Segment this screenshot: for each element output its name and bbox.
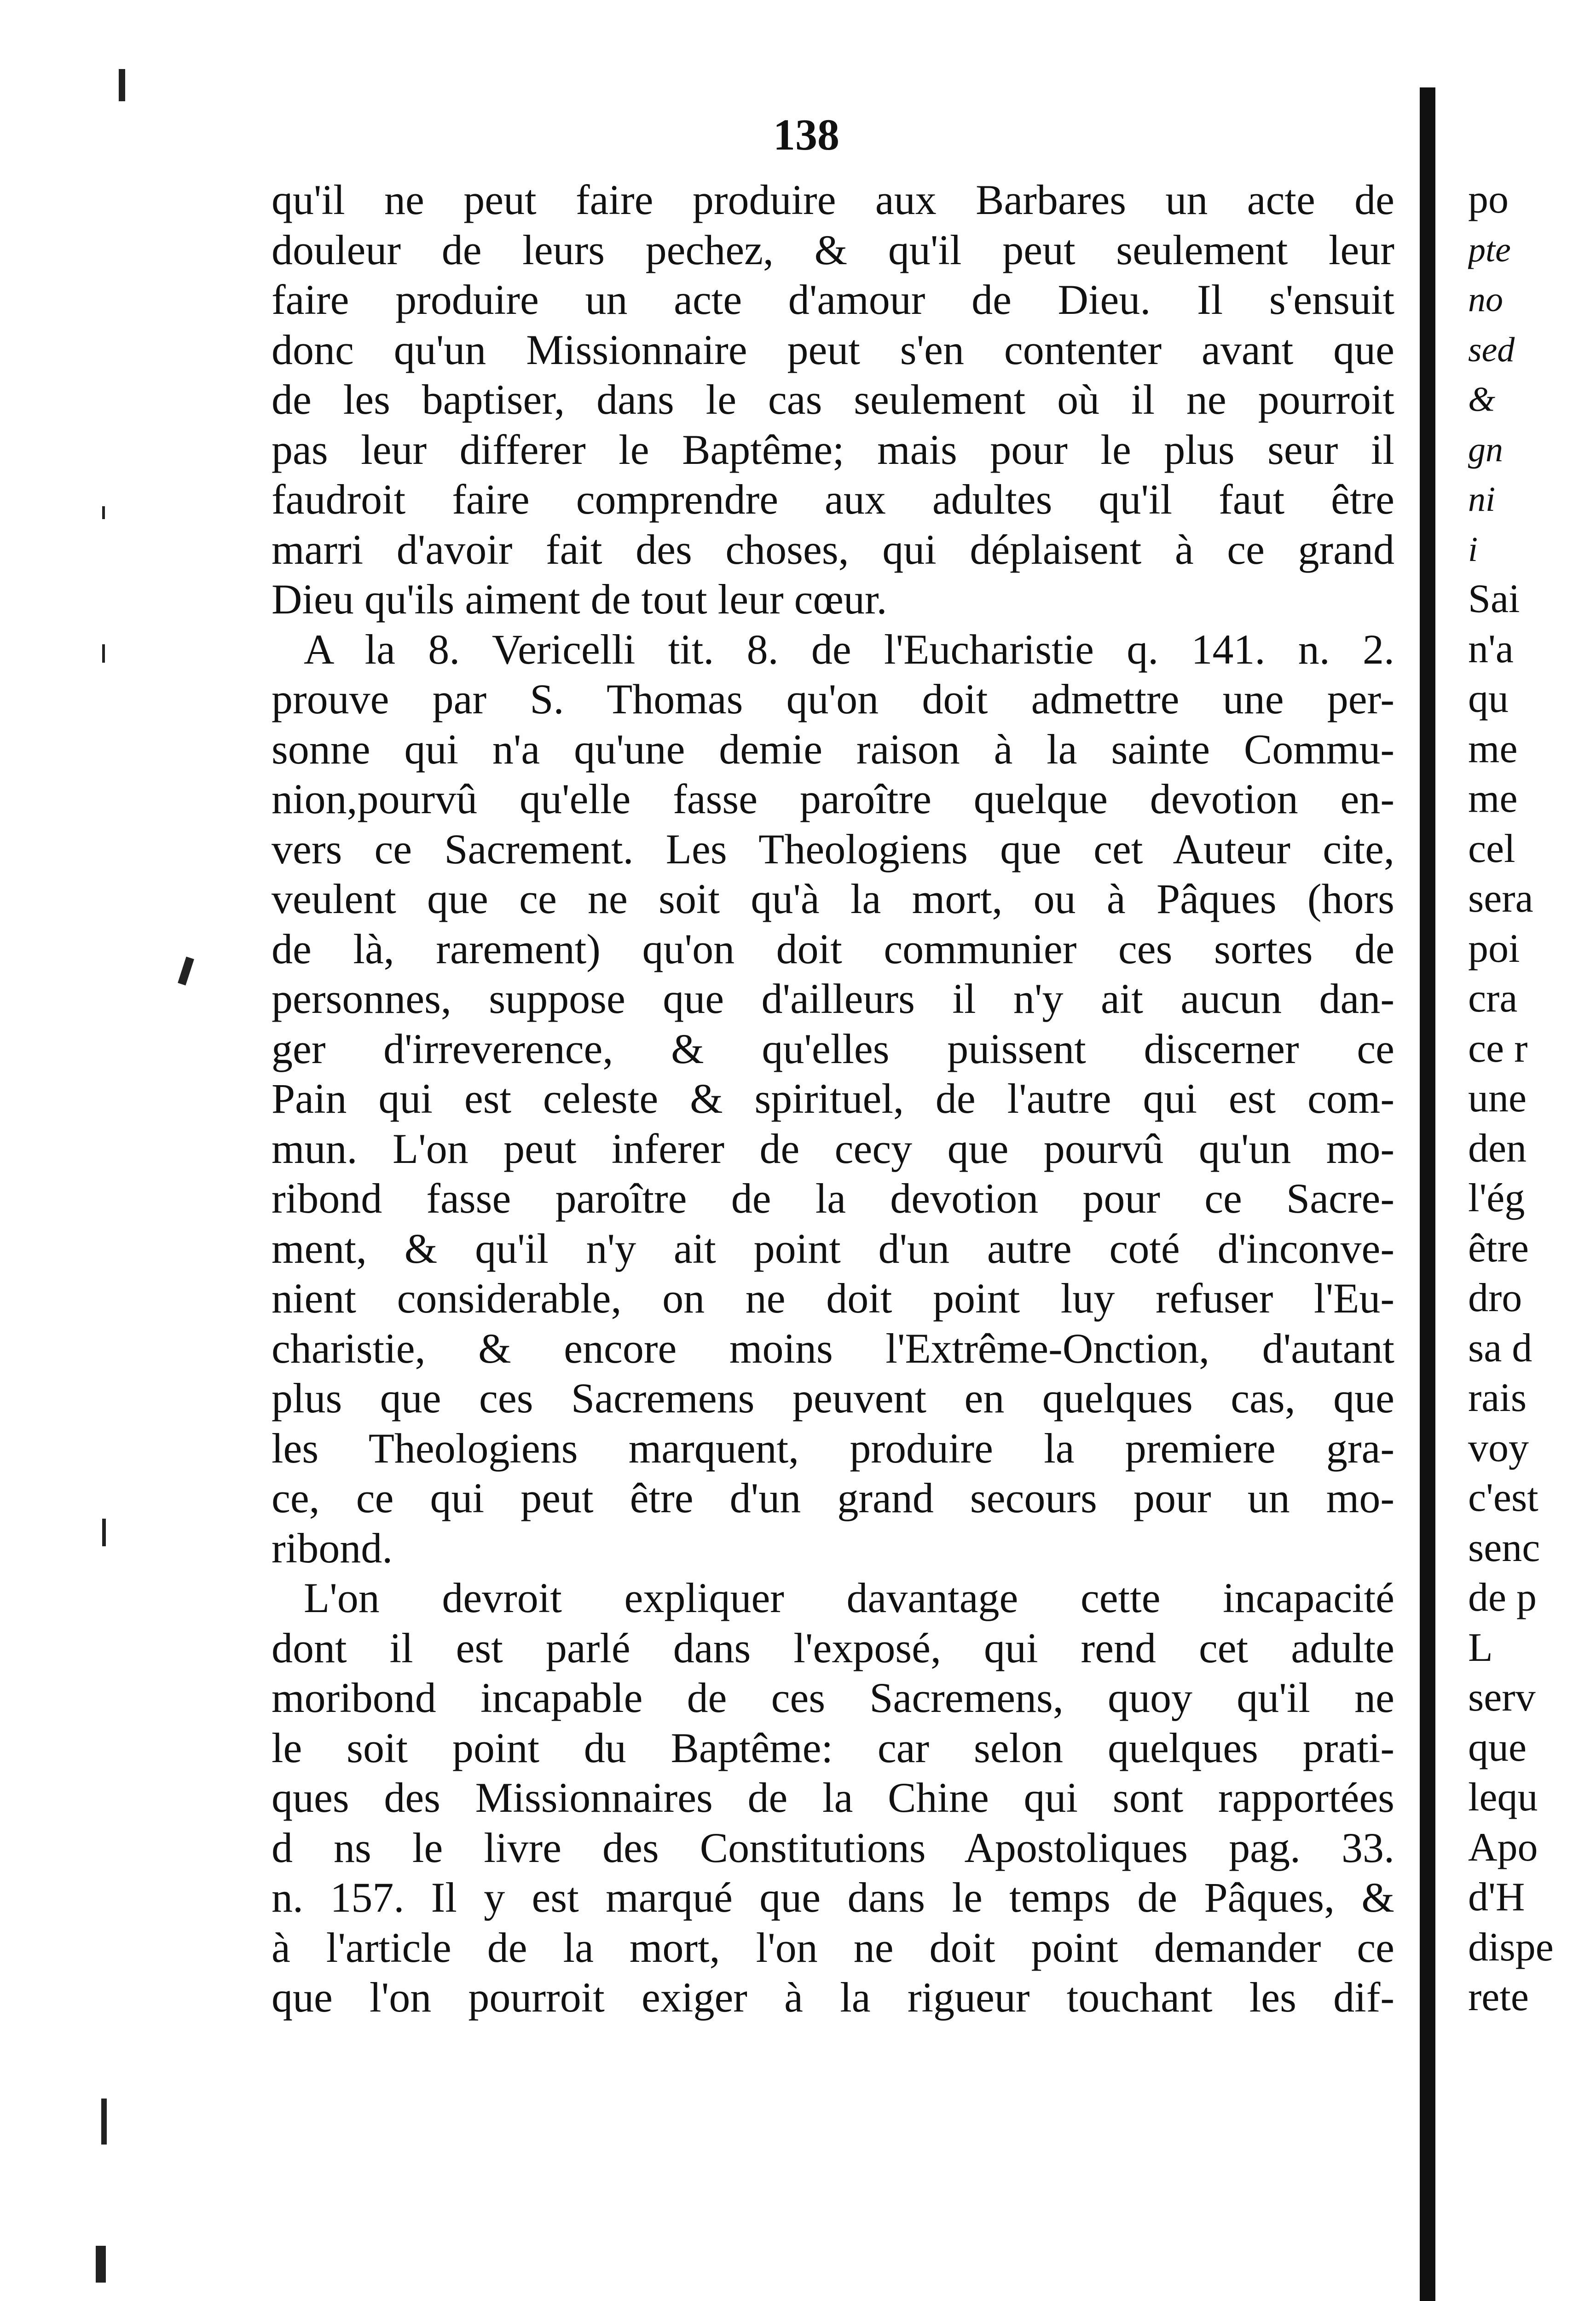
text-line: douleur de leurs pechez, & qu'il peut seulement leur — [272, 226, 1394, 273]
text-line: qu'il ne peut faire produire aux Barbares un acte de — [272, 176, 1394, 223]
text-line: de les baptiser, dans le cas seulement où il ne pourroit — [272, 376, 1394, 423]
facing-line: sed — [1468, 330, 1515, 369]
facing-line: poi — [1468, 926, 1520, 971]
facing-line: être — [1468, 1226, 1529, 1271]
facing-line: cel — [1468, 826, 1515, 871]
text-line: ques des Missionnaires de la Chine qui sont rapportées — [272, 1774, 1394, 1821]
text-line: L'on devroit expliquer davantage cette incapacité — [304, 1574, 1394, 1621]
text-line: faudroit faire comprendre aux adultes qu'il faut être — [272, 476, 1394, 523]
text-line: personnes, suppose que d'ailleurs il n'y ait aucun dan- — [272, 975, 1394, 1022]
facing-line: ni — [1468, 480, 1496, 519]
facing-line: me — [1468, 776, 1518, 821]
scan-mark — [96, 2246, 106, 2283]
facing-line: d'H — [1468, 1875, 1525, 1919]
page-number: 138 — [773, 110, 839, 159]
book-gutter-shadow — [1420, 87, 1435, 2301]
facing-line: c'est — [1468, 1475, 1538, 1520]
text-line: ger d'irreverence, & qu'elles puissent discerner ce — [272, 1025, 1394, 1072]
facing-line: dispe — [1468, 1925, 1554, 1970]
facing-line: de p — [1468, 1575, 1537, 1620]
text-line: Dieu qu'ils aiment de tout leur cœur. — [272, 576, 887, 623]
text-line: à l'article de la mort, l'on ne doit point demander ce — [272, 1924, 1394, 1971]
facing-line: rais — [1468, 1376, 1527, 1420]
facing-line: serv — [1468, 1675, 1536, 1720]
text-line: ment, & qu'il n'y ait point d'un autre coté d'inconve- — [272, 1225, 1394, 1272]
facing-line: Sai — [1468, 577, 1520, 621]
text-line: sonne qui n'a qu'une demie raison à la sainte Commu- — [272, 725, 1394, 773]
text-line: veulent que ce ne soit qu'à la mort, ou à Pâques (hors — [272, 875, 1394, 922]
facing-line: no — [1468, 280, 1503, 319]
facing-page-fragment — [1468, 175, 1588, 2023]
scan-mark — [119, 69, 125, 101]
scan-mark — [102, 1519, 106, 1546]
facing-line: L — [1468, 1625, 1493, 1670]
facing-line: pte — [1468, 230, 1511, 269]
text-line: de là, rarement) qu'on doit communier ces sortes de — [272, 925, 1394, 972]
text-line: ribond. — [272, 1524, 393, 1572]
text-line: pas leur differer le Baptême; mais pour le plus seur il — [272, 426, 1394, 473]
text-line: prouve par S. Thomas qu'on doit admettre une per- — [272, 676, 1394, 723]
text-line: plus que ces Sacremens peuvent en quelques cas, que — [272, 1375, 1394, 1422]
facing-line: qu — [1468, 676, 1509, 721]
facing-line: rete — [1468, 1975, 1529, 2019]
facing-line: lequ — [1468, 1775, 1538, 1820]
scan-mark — [178, 957, 194, 986]
text-line: ce, ce qui peut être d'un grand secours pour un mo- — [272, 1474, 1394, 1521]
scan-mark — [102, 644, 105, 663]
text-line: d ns le livre des Constitutions Apostoliques pag. 33. — [272, 1824, 1394, 1871]
text-line: dont il est parlé dans l'exposé, qui rend cet adulte — [272, 1624, 1394, 1671]
text-line: nion,pourvû qu'elle fasse paroître quelque devotion en- — [272, 775, 1394, 822]
facing-line: sera — [1468, 876, 1533, 921]
facing-line: que — [1468, 1725, 1527, 1770]
scan-mark — [101, 2099, 107, 2145]
facing-line: cra — [1468, 976, 1518, 1021]
text-line: donc qu'un Missionnaire peut s'en contenter avant que — [272, 326, 1394, 373]
facing-line: Apo — [1468, 1825, 1538, 1870]
facing-line: n'a — [1468, 626, 1514, 671]
text-line: faire produire un acte d'amour de Dieu. Il s'ensuit — [272, 276, 1394, 323]
text-line: marri d'avoir fait des choses, qui déplaisent à ce grand — [272, 526, 1394, 573]
text-line: Pain qui est celeste & spirituel, de l'autre qui est com- — [272, 1075, 1394, 1122]
text-line: que l'on pourroit exiger à la rigueur touchant les dif- — [272, 1974, 1394, 2021]
text-line: n. 157. Il y est marqué que dans le temps de Pâques, & — [272, 1874, 1394, 1921]
main-text-block — [272, 175, 1394, 2023]
text-line: ribond fasse paroître de la devotion pour ce Sacre- — [272, 1175, 1394, 1222]
facing-line: sa d — [1468, 1325, 1532, 1370]
facing-line: den — [1468, 1126, 1527, 1171]
scan-mark — [102, 506, 105, 519]
facing-line: dro — [1468, 1276, 1522, 1320]
facing-line: une — [1468, 1076, 1527, 1121]
facing-line: ce r — [1468, 1026, 1528, 1071]
text-line: vers ce Sacrement. Les Theologiens que cet Auteur cite, — [272, 825, 1394, 873]
facing-line: voy — [1468, 1425, 1529, 1470]
text-line: charistie, & encore moins l'Extrême-Onction, d'autant — [272, 1324, 1394, 1372]
facing-line: me — [1468, 726, 1518, 771]
facing-line: senc — [1468, 1525, 1540, 1570]
facing-line: i — [1468, 530, 1478, 569]
text-line: moribond incapable de ces Sacremens, quoy qu'il ne — [272, 1674, 1394, 1721]
facing-line: & — [1468, 380, 1496, 419]
facing-line: l'ég — [1468, 1176, 1525, 1220]
text-line: mun. L'on peut inferer de cecy que pourvû qu'un mo- — [272, 1125, 1394, 1172]
text-line: A la 8. Vericelli tit. 8. de l'Eucharistie q. 141. n. 2. — [304, 625, 1394, 673]
text-line: le soit point du Baptême: car selon quelques prati- — [272, 1724, 1394, 1771]
facing-line: gn — [1468, 430, 1503, 469]
facing-line: po — [1468, 177, 1509, 222]
text-line: les Theologiens marquent, produire la premiere gra- — [272, 1424, 1394, 1472]
text-line: nient considerable, on ne doit point luy refuser l'Eu- — [272, 1275, 1394, 1322]
